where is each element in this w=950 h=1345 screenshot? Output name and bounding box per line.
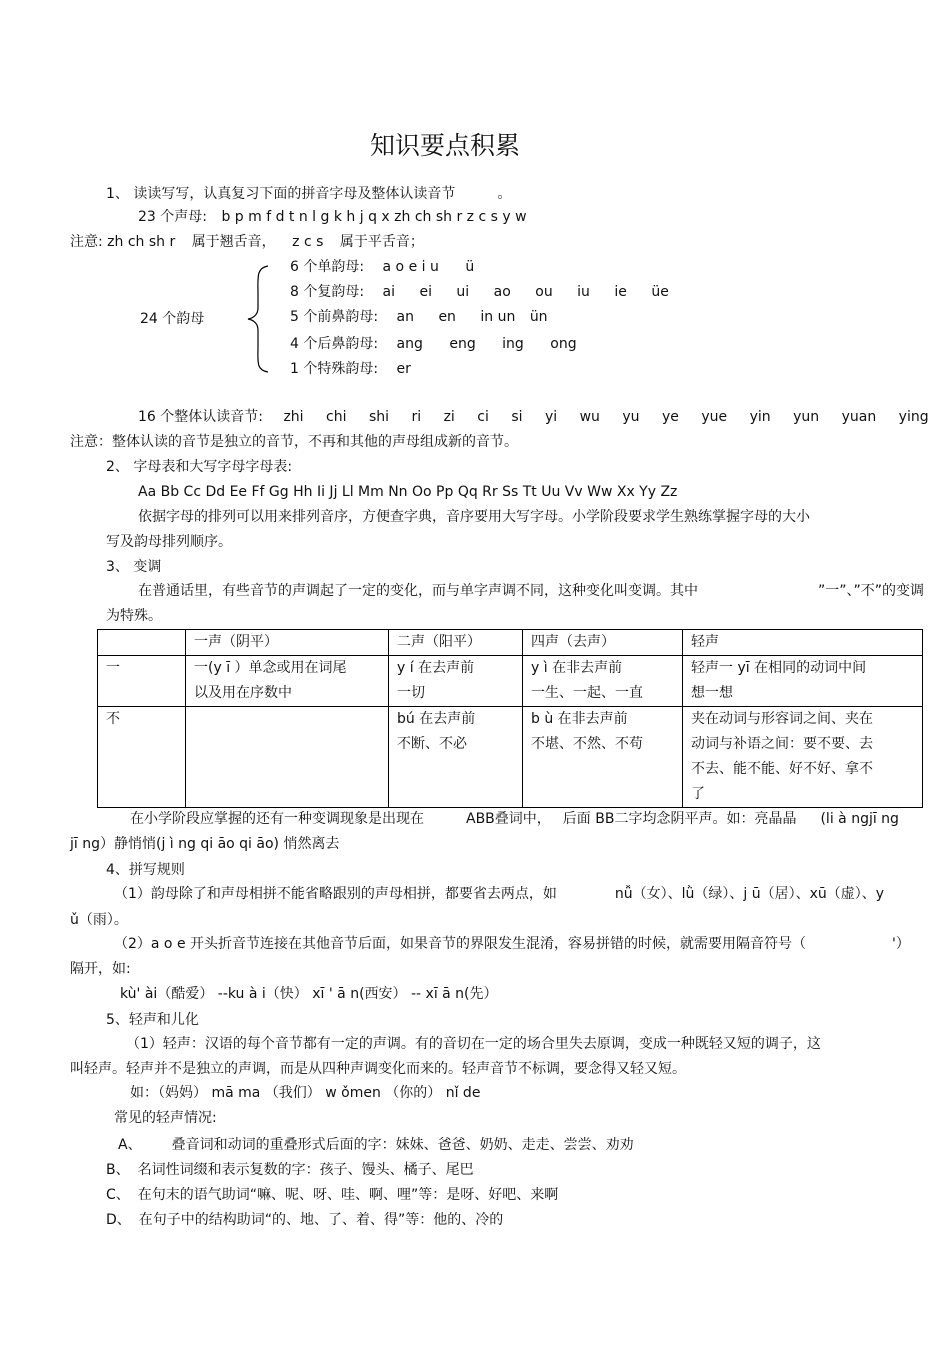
whole-syllable: chi <box>326 409 347 425</box>
whole-syllable: yu <box>622 409 640 425</box>
cell-line: 一 <box>106 660 120 676</box>
table-cell <box>98 707 186 808</box>
section-2-heading: 2、 字母表和大写字母字母表: <box>106 459 293 475</box>
table-cell <box>186 656 389 707</box>
finals-item: en <box>438 309 456 325</box>
finals-item: ün <box>529 309 548 325</box>
note-2: 注意：整体认读的音节是独立的音节，不再和其他的声母组成新的音节。 <box>70 434 518 450</box>
list-item <box>106 1211 503 1229</box>
whole-syllable: yuan <box>841 409 877 425</box>
rule-2-a: （2）a o e 开头折音节连接在其他音节后面，如果音节的界限发生混淆，容易拼错的时候，就需要用隔音符号（ <box>114 936 807 952</box>
whole-syllable: yun <box>793 409 820 425</box>
list-item-text: 在句末的语气助词“嘛、呢、呀、哇、啊、哩”等：是呀、好吧、来啊 <box>137 1187 559 1203</box>
section-5-heading: 5、轻声和儿化 <box>106 1012 199 1028</box>
finals-item: ing <box>502 336 524 352</box>
abb-para-1-c: 后面 BB二字均念阴平声。如：亮晶晶 <box>562 811 797 827</box>
list-item-mark: A、 <box>118 1137 142 1153</box>
cell-line: 不断、不必 <box>397 736 467 752</box>
finals-item: ei <box>419 284 432 300</box>
table-header-cell: 一声（阴平） <box>186 630 389 656</box>
list-item-mark: C、 <box>106 1187 130 1203</box>
section-5-para-1: （1）轻声：汉语的每个音节都有一定的声调。有的音切在一定的场合里失去原调，变成一种既轻又短的调子，这 <box>126 1036 821 1052</box>
note-1-a: 注意: zh ch sh r <box>70 234 176 250</box>
cell-line: y ì 在非去声前 <box>531 660 623 676</box>
finals-item: er <box>396 361 411 377</box>
note-1-c: z c s <box>292 234 324 250</box>
finals-item: iu <box>577 284 590 300</box>
table-header-cell: 四声（去声） <box>523 630 683 656</box>
finals-row-1 <box>290 258 474 276</box>
abb-para-2: jī ng）静悄悄(j ì ng qi āo qi āo) 悄然离去 <box>70 836 340 852</box>
cell-line: b ù 在非去声前 <box>531 711 628 727</box>
finals-label: 24 个韵母 <box>140 311 205 327</box>
table-cell <box>98 656 186 707</box>
initials-line <box>138 208 527 226</box>
list-item <box>106 1161 474 1179</box>
section-3-para-2: 为特殊。 <box>106 608 162 624</box>
list-item-mark: D、 <box>106 1212 131 1228</box>
cell-line: 一(y ī ）单念或用在词尾 <box>194 660 347 676</box>
cell-line: 动词与补语之间：要不要、去 <box>691 736 873 752</box>
rule-2-b: '） <box>892 936 910 952</box>
table-cell <box>523 656 683 707</box>
whole-syllable: ying <box>898 409 929 425</box>
rule-2 <box>114 935 910 953</box>
finals-item: ü <box>465 259 475 275</box>
finals-item: ao <box>493 284 511 300</box>
finals-item: ui <box>456 284 470 300</box>
table-cell <box>389 656 523 707</box>
finals-item: ong <box>550 336 577 352</box>
whole-syllable: zi <box>443 409 455 425</box>
abb-para-1-b: ABB叠词中， <box>466 811 551 827</box>
alphabet-line: Aa Bb Cc Dd Ee Ff Gg Hh Ii Jj Ll Mm Nn Oo Pp Qq Rr Ss Tt Uu Vv Ww Xx Yy Zz <box>138 484 678 500</box>
initials-label: 23 个声母: <box>138 209 207 225</box>
section-5-para-2: 叫轻声。轻声并不是独立的声调，而是从四种声调变化而来的。轻声音节不标调，要念得又轻又短。 <box>70 1061 686 1077</box>
whole-syllable: zhi <box>283 409 304 425</box>
rule-2-examples: kù' ài（酷爱） --ku à i（快） xī ' ā n(西安） -- xī ā n(先） <box>120 986 498 1002</box>
rule-1 <box>114 885 884 903</box>
table-header-cell <box>98 630 186 656</box>
section-4-heading: 4、拼写规则 <box>106 862 185 878</box>
finals-item: eng <box>449 336 476 352</box>
cell-line: 不 <box>106 711 120 727</box>
finals-row-5 <box>290 360 411 378</box>
rule-1-a: （1）韵母除了和声母相拼不能省略跟别的声母相拼，都要省去两点，如 <box>114 886 557 902</box>
curly-brace-icon <box>244 264 274 374</box>
table-cell <box>523 707 683 808</box>
rule-1-c: ǔ（雨）。 <box>70 912 128 928</box>
list-item-text: 在句子中的结构助词“的、地、了、着、得”等：他的、冷的 <box>138 1212 504 1228</box>
cell-line: 轻声一 yī 在相同的动词中间 <box>691 660 867 676</box>
cell-line: bú 在去声前 <box>397 711 476 727</box>
cell-line: y í 在去声前 <box>397 660 475 676</box>
section-2-para-1: 依据字母的排列可以用来排列音序，方便查字典，音序要用大写字母。小学阶段要求学生熟练掌握字母的大小 <box>138 509 810 525</box>
section-1-heading-text: 1、 读读写写，认真复习下面的拼音字母及整体认读音节 <box>106 186 456 202</box>
finals-row-label: 8 个复韵母: <box>290 284 365 300</box>
section-3-para-1-end: ”一”、”不”的变调 <box>818 583 925 599</box>
abb-para-1-a: 在小学阶段应掌握的还有一种变调现象是出现在 <box>130 811 424 827</box>
finals-row-label: 1 个特殊韵母: <box>290 361 379 377</box>
table-header-cell: 轻声 <box>683 630 923 656</box>
finals-row-4 <box>290 335 577 353</box>
whole-syllable: yi <box>544 409 558 425</box>
whole-syllable: ri <box>411 409 422 425</box>
finals-item: üe <box>651 284 669 300</box>
cell-line: 想一想 <box>691 685 733 701</box>
section-5-subheading: 常见的轻声情况: <box>114 1110 217 1126</box>
abb-para-1 <box>130 810 899 828</box>
initials-list: b p m f d t n l g k h j q x zh ch sh r z c s y w <box>221 209 527 225</box>
list-item-text: 名词性词缀和表示复数的字：孩子、馒头、橘子、尾巴 <box>137 1162 474 1178</box>
whole-syllable: yin <box>749 409 771 425</box>
list-item-mark: B、 <box>106 1162 130 1178</box>
whole-syllable: ye <box>662 409 679 425</box>
section-3-heading: 3、 变调 <box>106 559 162 575</box>
list-item <box>118 1136 634 1154</box>
table-cell <box>186 707 389 808</box>
table-cell <box>683 707 923 808</box>
section-3-para-1: 在普通话里，有些音节的声调起了一定的变化，而与单字声调不同，这种变化叫变调。其中 <box>138 583 698 599</box>
whole-syllable: ci <box>477 409 489 425</box>
finals-row-label: 4 个后鼻韵母: <box>290 336 379 352</box>
finals-item: ou <box>535 284 553 300</box>
section-2-para-2: 写及韵母排列顺序。 <box>106 534 232 550</box>
whole-syllable: shi <box>368 409 389 425</box>
table-row <box>98 656 923 707</box>
finals-row-3 <box>290 308 548 326</box>
table-header-cell: 二声（阳平） <box>389 630 523 656</box>
rule-1-b: nǚ（女）、lǜ（绿）、j ū（居）、xū（虚）、y <box>614 886 885 902</box>
page-title: 知识要点积累 <box>369 131 520 160</box>
cell-line: 不堪、不然、不苟 <box>531 736 643 752</box>
section-5-examples: 如：（妈妈） mā ma （我们） w ǒmen （你的） nǐ de <box>130 1085 481 1101</box>
finals-item: a o e i u <box>382 259 439 275</box>
abb-para-1-d: (li à ngjī ng <box>820 811 899 827</box>
rule-2-c: 隔开，如: <box>70 961 131 977</box>
finals-item: ang <box>396 336 423 352</box>
table-cell <box>389 707 523 808</box>
finals-row-2 <box>290 283 669 301</box>
note-1-b: 属于翘舌音， <box>191 234 276 250</box>
table-row <box>98 707 923 808</box>
note-1-d: 属于平舌音； <box>339 234 424 250</box>
section-1-heading <box>106 185 511 203</box>
whole-syllables-line <box>138 408 929 426</box>
cell-line: 夹在动词与形容词之间、夹在 <box>691 711 873 727</box>
whole-syllable: wu <box>579 409 600 425</box>
table-header-row <box>98 630 923 656</box>
tone-change-table <box>97 629 923 808</box>
finals-item: in un <box>480 309 516 325</box>
note-1 <box>70 233 424 251</box>
whole-syllables-label: 16 个整体认读音节: <box>138 409 263 425</box>
table-cell <box>683 656 923 707</box>
cell-line: 一切 <box>397 685 425 701</box>
cell-line: 以及用在序数中 <box>194 685 292 701</box>
list-item-text: 叠音词和动词的重叠形式后面的字：妹妹、爸爸、奶奶、走走、尝尝、劝劝 <box>171 1137 634 1153</box>
finals-item: ie <box>614 284 627 300</box>
whole-syllable: yue <box>701 409 728 425</box>
whole-syllable: si <box>511 409 523 425</box>
finals-item: ai <box>382 284 395 300</box>
finals-row-label: 6 个单韵母: <box>290 259 365 275</box>
cell-line: 了 <box>691 786 705 802</box>
list-item <box>106 1186 558 1204</box>
finals-item: an <box>396 309 414 325</box>
finals-row-label: 5 个前鼻韵母: <box>290 309 379 325</box>
section-1-heading-end: 。 <box>497 186 512 202</box>
cell-line: 一生、一起、一直 <box>531 685 643 701</box>
cell-line: 不去、能不能、好不好、拿不 <box>691 761 873 777</box>
